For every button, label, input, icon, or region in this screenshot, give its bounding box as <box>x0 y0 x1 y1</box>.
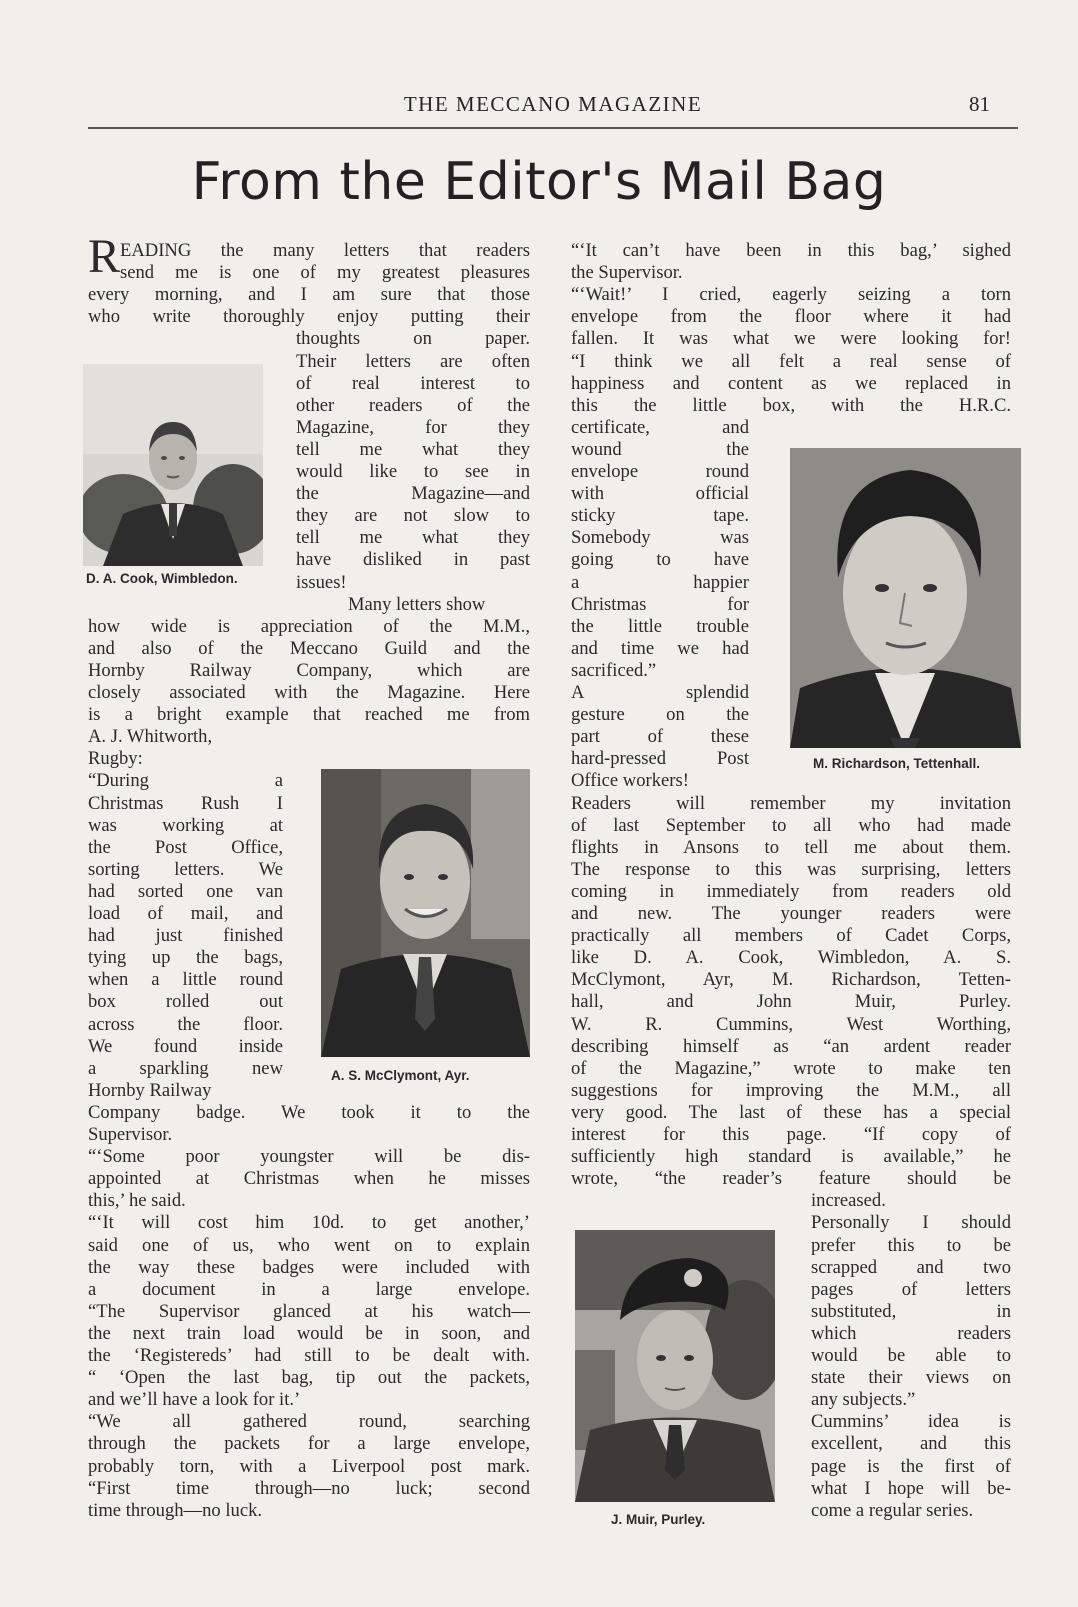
text-line: they are not slow to <box>296 505 530 527</box>
text-line: how wide is appreciation of the M.M., <box>88 615 530 637</box>
text-line: of last September to all who had made <box>571 814 1011 836</box>
text-line: EADING the many letters that readers <box>120 240 530 261</box>
text-line: wrote, “the reader’s feature should be <box>571 1168 1011 1190</box>
text-line: appointed at Christmas when he misses <box>88 1168 530 1190</box>
text-line: substituted, in <box>811 1300 1011 1322</box>
text-line: said one of us, who went on to explain <box>88 1234 530 1256</box>
text-line: Rugby: <box>88 748 143 770</box>
text-line: box rolled out <box>88 991 283 1013</box>
text-line: page is the first of <box>811 1455 1011 1477</box>
text-line: “First time through—no luck; second <box>88 1477 530 1499</box>
text-line: was working at <box>88 814 283 836</box>
text-line: what I hope will be- <box>811 1477 1011 1499</box>
text-line: practically all members of Cadet Corps, <box>571 925 1011 947</box>
caption-cook: D. A. Cook, Wimbledon. <box>86 571 238 586</box>
page-header <box>88 92 1018 122</box>
text-line: this,’ he said. <box>88 1190 186 1212</box>
photo-richardson <box>790 448 1021 748</box>
text-line: coming in immediately from readers old <box>571 880 1011 902</box>
header-rule <box>88 127 1018 129</box>
text-line: a happier <box>571 571 749 593</box>
text-line: hard-pressed Post <box>571 748 749 770</box>
text-line: and new. The younger readers were <box>571 903 1011 924</box>
text-line: interest for this page. “If copy of <box>571 1124 1011 1145</box>
text-line: Hornby Railway Company, which are <box>88 659 530 681</box>
text-line: Supervisor. <box>88 1124 173 1145</box>
drop-cap: R <box>88 230 121 283</box>
text-line: the next train load would be in soon, and <box>88 1322 530 1344</box>
text-line: of the Magazine,” wrote to make ten <box>571 1057 1011 1079</box>
text-line: gesture on the <box>571 704 749 726</box>
text-line: come a regular series. <box>811 1499 974 1521</box>
text-line: would like to see in <box>296 461 530 482</box>
text-line: the little trouble <box>571 615 749 637</box>
text-line: “We all gathered round, searching <box>88 1411 530 1433</box>
text-line: would be able to <box>811 1345 1011 1366</box>
text-line: with official <box>571 483 749 505</box>
text-line: state their views on <box>811 1367 1011 1389</box>
text-line: pages of letters <box>811 1278 1011 1300</box>
text-line: Company badge. We took it to the <box>88 1101 530 1123</box>
text-line: scrapped and two <box>811 1256 1011 1278</box>
text-line: describing himself as “an ardent reader <box>571 1035 1011 1057</box>
text-line: the Magazine—and <box>296 483 530 505</box>
text-line: certificate, and <box>571 416 749 438</box>
text-line: time through—no luck. <box>88 1499 263 1521</box>
article-title: From the Editor's Mail Bag <box>191 152 887 212</box>
text-line: this the little box, with the H.R.C. <box>571 394 1011 416</box>
text-line: the way these badges were included with <box>88 1256 530 1278</box>
text-line: The response to this was surprising, letters <box>571 858 1011 880</box>
text-line: load of mail, and <box>88 903 283 924</box>
text-line: very good. The last of these has a special <box>571 1101 1011 1123</box>
text-line: prefer this to be <box>811 1234 1011 1256</box>
text-line: “I think we all felt a real sense of <box>571 350 1011 372</box>
text-line: and we’ll have a look for it.’ <box>88 1389 301 1411</box>
text-line: every morning, and I am sure that those <box>88 284 530 306</box>
photo-muir <box>575 1230 775 1502</box>
text-line: sacrificed.” <box>571 659 657 681</box>
text-line: “During a <box>88 770 283 792</box>
text-line: envelope from the floor where it had <box>571 306 1011 328</box>
text-line: like D. A. Cook, Wimbledon, A. S. <box>571 947 1011 969</box>
text-line: issues! <box>296 571 347 593</box>
text-line: wound the <box>571 438 749 460</box>
text-line: Cummins’ idea is <box>811 1411 1011 1433</box>
text-line: Magazine, for they <box>296 416 530 438</box>
magazine-name: THE MECCANO MAGAZINE <box>403 92 703 116</box>
text-line: any subjects.” <box>811 1389 916 1411</box>
text-line: Personally I should <box>811 1212 1011 1234</box>
photo-cook <box>83 364 263 566</box>
text-line: have disliked in past <box>296 549 530 571</box>
text-line: “‘Wait!’ I cried, eagerly seizing a torn <box>571 284 1011 306</box>
text-line: sorting letters. We <box>88 858 283 880</box>
text-line: had sorted one van <box>88 880 283 902</box>
text-line: had just finished <box>88 925 283 947</box>
text-line: W. R. Cummins, West Worthing, <box>571 1013 1011 1035</box>
text-line: We found inside <box>88 1035 283 1057</box>
text-line: sticky tape. <box>571 505 749 527</box>
text-line: McClymont, Ayr, M. Richardson, Tetten- <box>571 969 1011 991</box>
caption-mcclymont: A. S. McClymont, Ayr. <box>331 1068 470 1083</box>
text-line: “‘It will cost him 10d. to get another,’ <box>88 1212 530 1234</box>
page-number: 81 <box>969 92 990 116</box>
text-line: increased. <box>811 1190 886 1212</box>
text-line: sufficiently high standard is available,” he <box>571 1146 1011 1168</box>
text-line: of real interest to <box>296 372 530 394</box>
text-line: when a little round <box>88 969 283 991</box>
text-line: happiness and content as we replaced in <box>571 372 1011 394</box>
text-line: closely associated with the Magazine. Here <box>88 682 530 703</box>
text-line: flights in Ansons to tell me about them. <box>571 836 1011 858</box>
photo-mcclymont <box>321 769 530 1057</box>
caption-muir: J. Muir, Purley. <box>611 1512 706 1527</box>
text-line: and also of the Meccano Guild and the <box>88 637 530 659</box>
text-line: Their letters are often <box>296 350 530 372</box>
text-line: “‘It can’t have been in this bag,’ sighed <box>571 240 1011 261</box>
text-line: across the floor. <box>88 1013 283 1035</box>
text-line: Office workers! <box>571 770 689 792</box>
text-line: through the packets for a large envelope, <box>88 1433 530 1455</box>
text-line: tying up the bags, <box>88 947 283 969</box>
text-line: the Supervisor. <box>571 262 683 284</box>
text-line: “‘Some poor youngster will be dis- <box>88 1146 530 1168</box>
text-line: going to have <box>571 549 749 571</box>
text-line: a sparkling new <box>88 1057 283 1079</box>
text-line: the ‘Registereds’ had still to be dealt with. <box>88 1345 530 1366</box>
text-line: send me is one of my greatest pleasures <box>120 262 530 284</box>
text-line: other readers of the <box>296 394 530 416</box>
text-line: “The Supervisor glanced at his watch— <box>88 1300 530 1322</box>
text-line: hall, and John Muir, Purley. <box>571 991 1011 1013</box>
text-line: Somebody was <box>571 527 749 549</box>
text-line: is a bright example that reached me from <box>88 704 530 726</box>
text-line: “ ‘Open the last bag, tip out the packets, <box>88 1367 530 1389</box>
text-line: Hornby Railway <box>88 1079 212 1101</box>
caption-richardson: M. Richardson, Tettenhall. <box>813 756 981 771</box>
text-line: tell me what they <box>296 527 530 549</box>
text-line: Christmas for <box>571 593 749 615</box>
text-line: tell me what they <box>296 438 530 460</box>
text-line: A splendid <box>571 682 749 703</box>
text-line: fallen. It was what we were looking for! <box>571 328 1011 350</box>
text-line: suggestions for improving the M.M., all <box>571 1079 1011 1101</box>
text-line: part of these <box>571 726 749 748</box>
text-line: which readers <box>811 1322 1011 1344</box>
text-line: Many letters show <box>348 593 486 615</box>
text-line: envelope round <box>571 461 749 482</box>
text-line: Christmas Rush I <box>88 792 283 814</box>
text-line: probably torn, with a Liverpool post mark. <box>88 1455 530 1477</box>
text-line: A. J. Whitworth, <box>88 726 213 748</box>
text-line: and time we had <box>571 637 749 659</box>
text-line: Readers will remember my invitation <box>571 792 1011 814</box>
text-line: who write thoroughly enjoy putting their <box>88 306 530 328</box>
text-line: the Post Office, <box>88 836 283 858</box>
text-line: a document in a large envelope. <box>88 1278 530 1300</box>
text-line: excellent, and this <box>811 1433 1011 1455</box>
text-line: thoughts on paper. <box>296 328 530 350</box>
